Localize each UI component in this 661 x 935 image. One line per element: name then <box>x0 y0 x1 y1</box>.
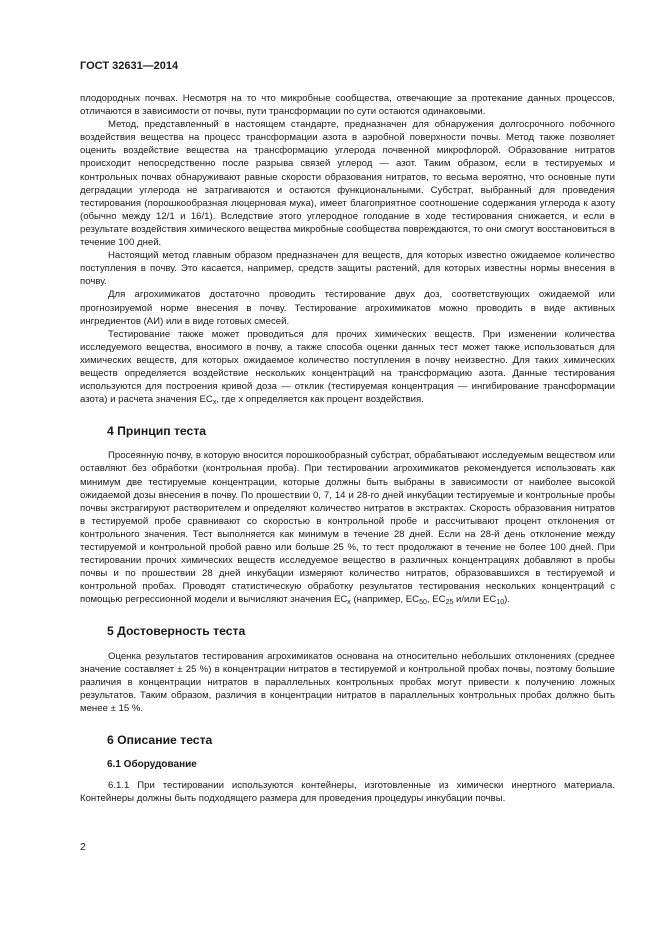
paragraph: Настоящий метод главным образом предназначен для веществ, для которых известно ожидаемое количество поступления в почву. Это касается, например, средств защиты растений, для которых известны нормы внесения в почву. <box>80 250 615 288</box>
paragraph: 6.1.1 При тестировании используются контейнеры, изготовленные из химически инертного материала. Контейнеры должны быть подходящего размера для проведения процедуры инкубации почвы. <box>80 780 615 805</box>
paragraph: Оценка результатов тестирования агрохимикатов основана на относительно небольших отклонениях (среднее значение составляет ± 25 %) в концентрации нитратов в тестируемой и контрольной пробах почвы, поэтому большие различия в концентрации нитратов в параллельных контрольных пробах могут привести к получению ложных результатов. Таким образом, различия в концентрации нитратов в параллельных контрольных пробах должно быть менее ± 15 %. <box>80 650 615 714</box>
section-heading: 5 Достоверность теста <box>107 624 246 639</box>
page-header: ГОСТ 32631—2014 <box>80 60 179 72</box>
subsection-heading: 6.1 Оборудование <box>107 759 197 771</box>
paragraph: плодородных почвах. Несмотря на то что микробные сообщества, отвечающие за протекание данных процессов, отличаются в зависимости от почвы, пути трансформации по сути остаются одинаковыми. <box>80 93 615 118</box>
document-body <box>80 92 615 805</box>
paragraph: Метод, представленный в настоящем стандарте, предназначен для обнаружения долгосрочного побочного воздействия вещества на процесс трансформации азота в аэробной поверхности почвы. Метод также позволяет оценить воздействие вещества на трансформацию углерода почвенной микрофлорой. Образование нитратов происходит непосредственно после разрыва связей углерод — азот. Таким образом, если в тестируемых и контрольных почвах обнаруживают равные скорости образования нитратов, то весьма вероятно, что основные пути деградации углерода не затрагиваются и остаются функциональными. Субстрат, выбранный для проведения тестирования (порошкообразная люцерновая мука), имеет благоприятное соотношение содержания углерода к азоту (обычно между 12/1 и 16/1). Вследствие этого углеродное голодание в ходе тестирования снижается, и если в результате воздействия химического вещества микробные сообщества повреждаются, то они смогут восстановиться в течение 100 дней. <box>80 119 615 249</box>
section-heading: 6 Описание теста <box>107 733 213 748</box>
section-heading: 4 Принцип теста <box>107 424 207 439</box>
page-number: 2 <box>80 841 86 853</box>
paragraph: Тестирование также может проводиться для прочих химических веществ. При изменении количества исследуемого вещества, вносимого в почву, а также способа оценки данных тест может также использоваться для химических веществ, для которых ожидаемое количество поступления в почву неизвестно. Для таких химических веществ определяется воздействие нескольких концентраций на трансформацию азота. Данные тестирования используются для построения кривой доза — отклик (тестируемая концентрация — ингибирование трансформации азота) и расчета значения $EC_x$, где x определяется как процент воздействия. <box>80 328 615 407</box>
paragraph: Для агрохимикатов достаточно проводить тестирование двух доз, соответствующих ожидаемой или прогнозируемой норме внесения в почву. Тестирование агрохимикатов можно проводить в виде активных ингредиентов (АИ) или в виде готовых смесей. <box>80 289 615 327</box>
paragraph: Просеянную почву, в которую вносится порошкообразный субстрат, обрабатывают исследуемым веществом или оставляют без обработки (контрольная проба). При тестировании агрохимикатов рекомендуется использовать как минимум две тестируемые концентрации, которые должны быть выбраны в зависимости от наиболее высокой ожидаемой дозы внесения в почву. По прошествии 0, 7, 14 и 28-го дней инкубации тестируемые и контрольные пробы почвы экстрагируют растворителем и определяют количество нитратов в экстрактах. Скорость образования нитратов в тестируемой пробе сравнивают со скоростью в контрольной пробе и рассчитывают процент отклонения от контрольного значения. Тест выполняется как минимум в течение 28 дней. Если на 28-й день отклонение между тестируемой и контрольной пробой равно или больше 25 %, то тест продолжают в течение не более 100 дней. При тестировании прочих химических веществ исследуемое вещество в различных концентрациях добавляют в пробы почвы и по прошествии 28 дней инкубации измеряют количество нитратов, образовавшихся в тестируемой и контрольной пробах. Проводят статистическую обработку результатов тестирования нескольких концентраций с помощью регрессионной модели и вычисляют значения $EC_x$ (например, $EC_{50}$, $EC_{25}$ и/или $EC_{10}$). <box>80 450 615 607</box>
